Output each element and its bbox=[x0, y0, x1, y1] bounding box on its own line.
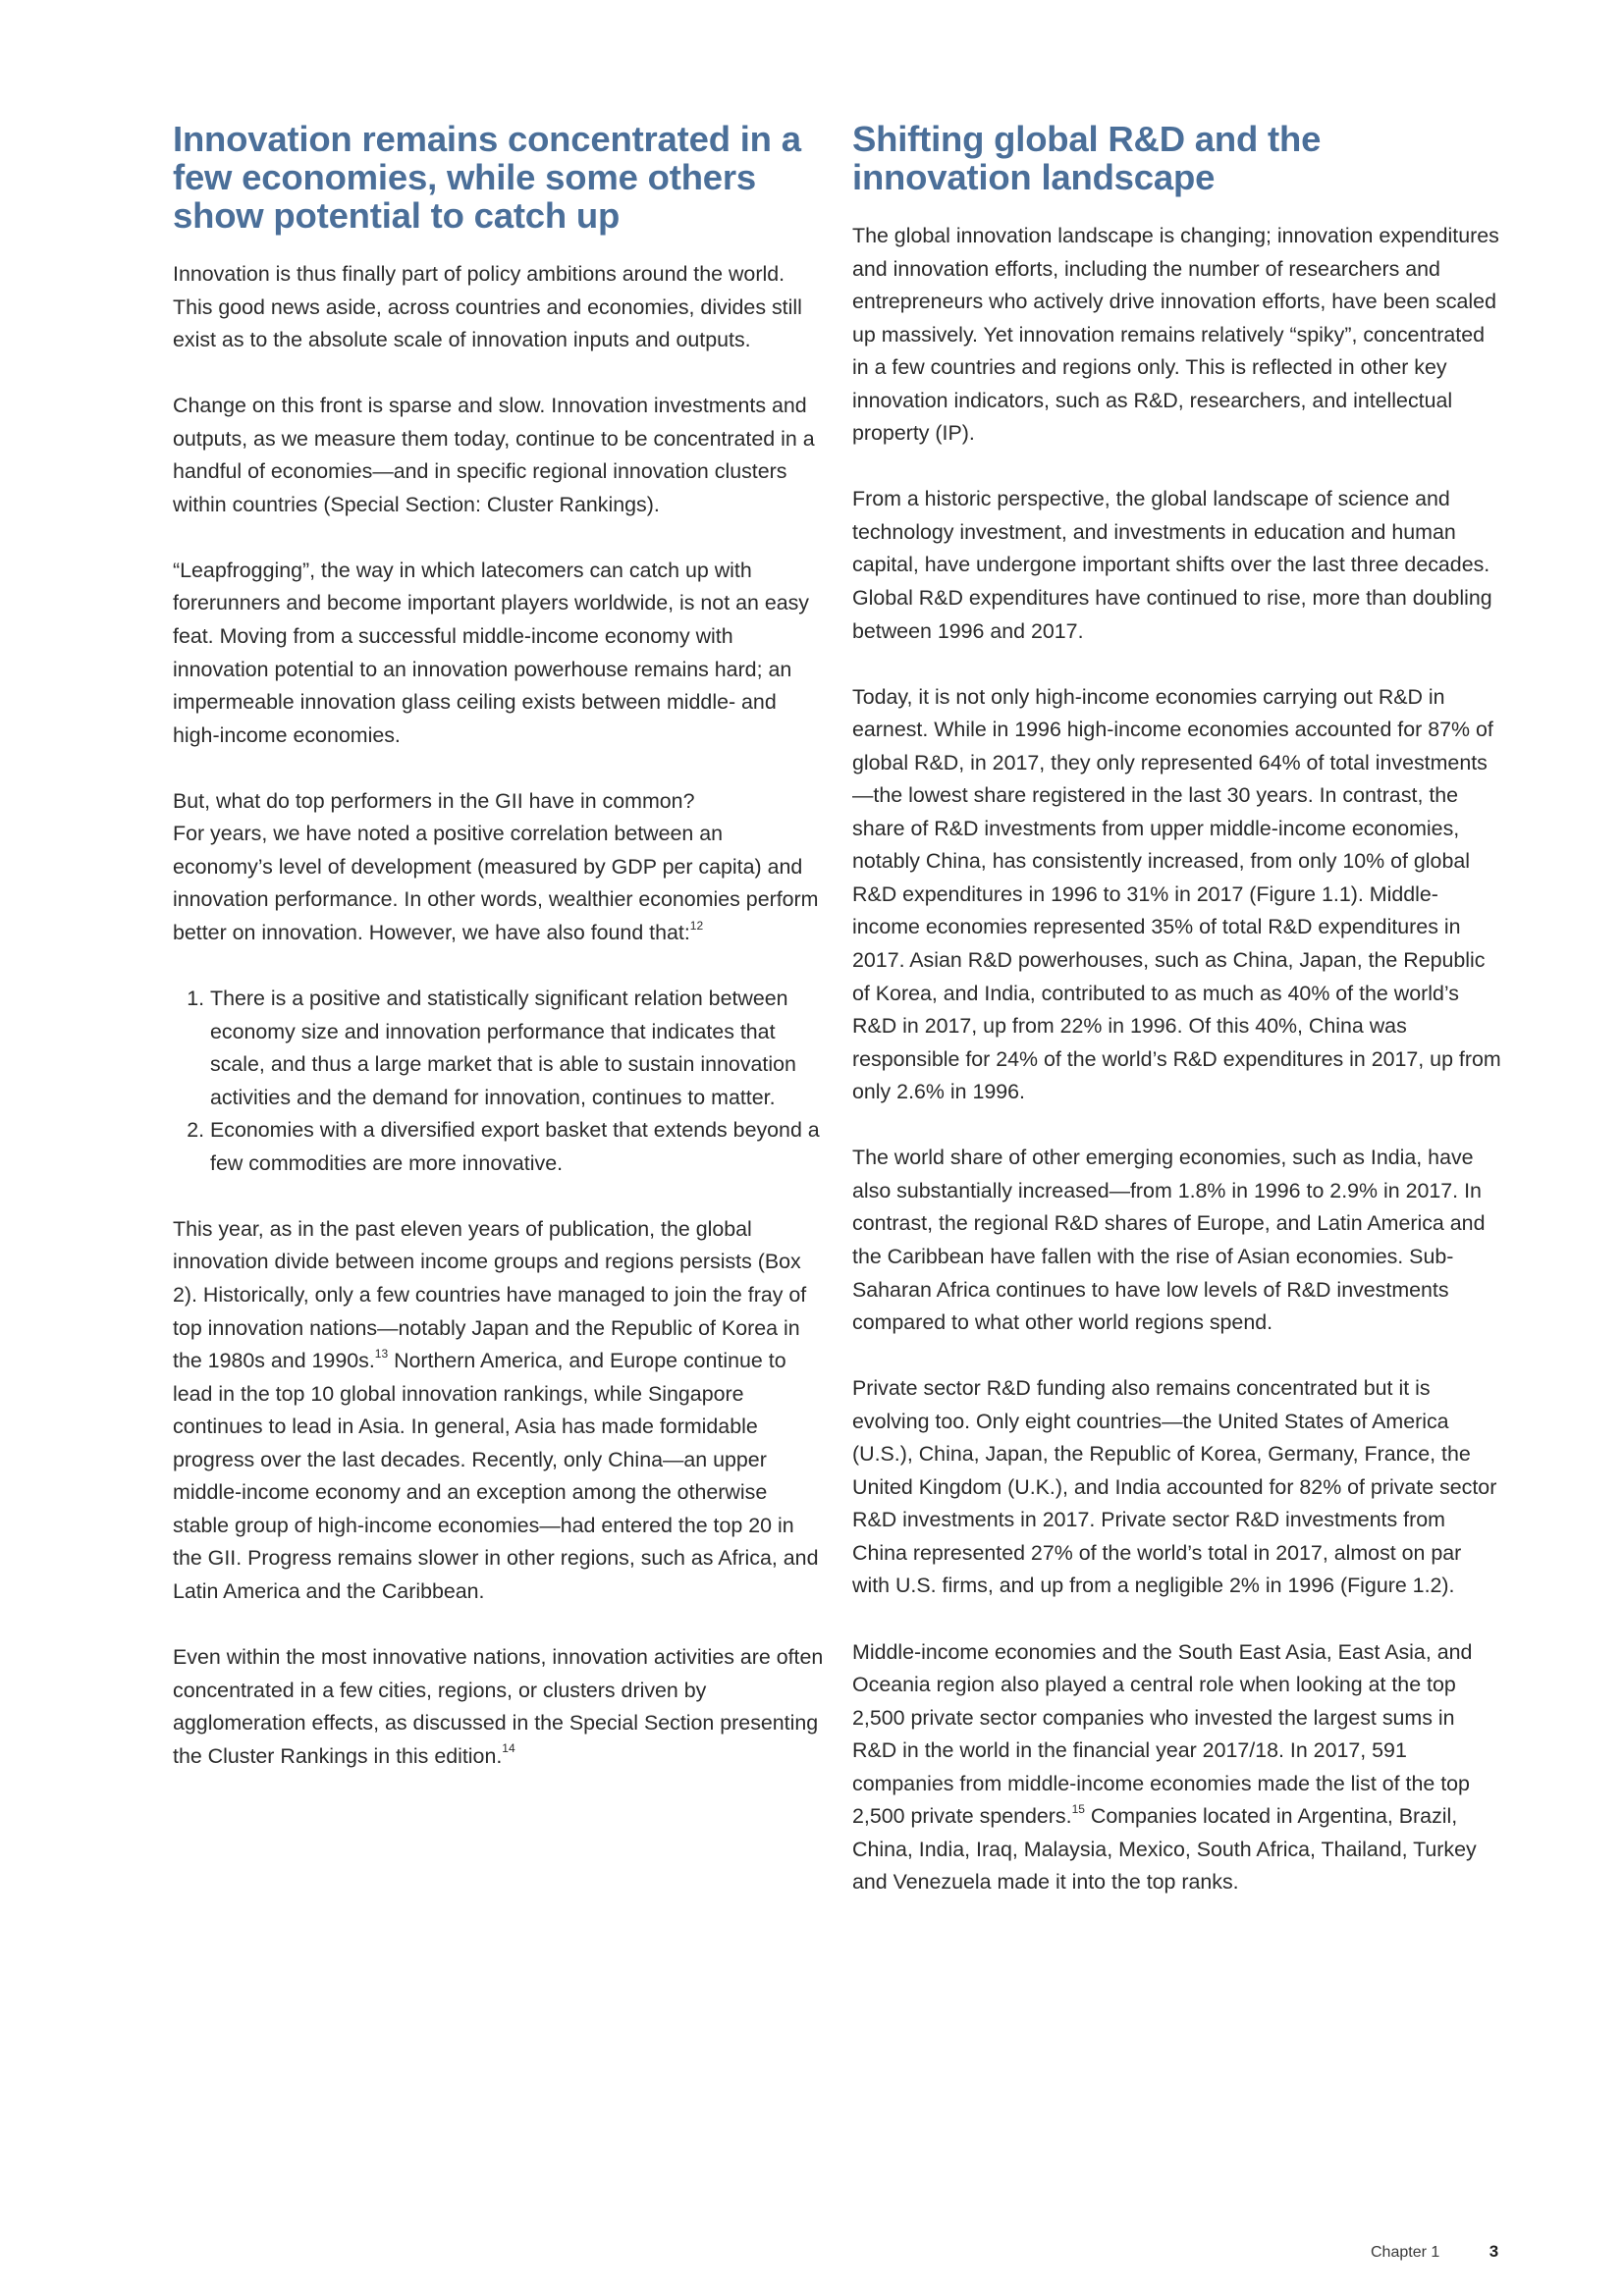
paragraph bbox=[173, 1213, 825, 1609]
paragraph-text: Middle-income economies and the South East Asia, East Asia, and Oceania region also played a central role when looking at the top 2,500 private sector companies who invested the largest sums in R&D in the world in the financial year 2017/18. In 2017, 591 companies from middle-income economies made the list of the top 2,500 private spenders. bbox=[852, 1639, 1473, 1829]
paragraph: From a historic perspective, the global landscape of science and technology investment, and investments in education and human capital, have undergone important shifts over the last three decades. Global R&D expenditures have continued to rise, more than doubling between 1996 and 2017. bbox=[852, 487, 1492, 643]
paragraph: Private sector R&D funding also remains concentrated but it is evolving too. Only eight countries—the United States of America (U.S.), China, Japan, the Republic of Korea, Germany, France, the United Kingdom (U.K.), and India accounted for 82% of private sector R&D investments in 2017. Private sector R&D investments from China represented 27% of the world’s total in 2017, almost on par with U.S. firms, and up from a negligible 2% in 1996 (Figure 1.2). bbox=[852, 1376, 1497, 1598]
paragraph: The world share of other emerging economies, such as India, have also substantially increased—from 1.8% in 1996 to 2.9% in 2017. In contrast, the regional R&D shares of Europe, and Latin America and the Caribbean have fallen with the rise of Asian economies. Sub-Saharan Africa continues to have low levels of R&D investments compared to what other world regions spend. bbox=[852, 1146, 1486, 1335]
paragraph bbox=[173, 390, 825, 521]
left-column bbox=[173, 120, 825, 1806]
paragraph-text: But, what do top performers in the GII have in common? bbox=[173, 788, 695, 813]
footnote-ref: 12 bbox=[689, 918, 704, 933]
paragraph bbox=[852, 1636, 1504, 1899]
list-item: 1. There is a positive and statistically significant relation between economy size and innovation performance that indicates that scale, and thus a large market that is able to sustain innovation activities and the demand for innovation, continues to matter. bbox=[210, 983, 825, 1114]
numbered-list bbox=[173, 983, 825, 1180]
paragraph: Innovation is thus finally part of policy ambitions around the world. This good news aside, across countries and economies, divides still exist as to the absolute scale of innovation inputs and outputs. bbox=[173, 262, 802, 352]
paragraph: “Leapfrogging”, the way in which latecomers can catch up with forerunners and become important players worldwide, is not an easy feat. Moving from a successful middle-income economy with innovation potential to an innovation powerhouse remains hard; an impermeable innovation glass ceiling exists between middle- and high-income economies. bbox=[173, 558, 809, 747]
paragraph bbox=[173, 1641, 825, 1773]
paragraph-text: For years, we have noted a positive correlation between an economy’s level of development (measured by GDP per capita) and innovation performance. In other words, wealthier economies perform better on innovation. However, we have also found that: bbox=[173, 822, 819, 944]
section-heading-right: Shifting global R&D and the innovation landscape bbox=[852, 119, 1322, 197]
paragraph-text: Change on this front is sparse and slow. Innovation investments and outputs, as we measure them today, continue to be concentrated in a handful of economies—and in specific regional innovation clusters within countries (Special Section: Cluster Rankings). bbox=[173, 394, 815, 516]
page-footer bbox=[1371, 2242, 1498, 2262]
paragraph bbox=[173, 785, 825, 950]
chapter-label: Chapter 1 bbox=[1371, 2244, 1440, 2261]
footnote-ref: 13 bbox=[374, 1346, 389, 1361]
paragraph-text: This year, as in the past eleven years of publication, the global innovation divide between income groups and regions persists (Box 2). Historically, only a few countries have managed to join the fray of top innovation nations—notably Japan and the Republic of Korea in the 1980s and 1990s. bbox=[173, 1216, 807, 1373]
paragraph-text: Northern America, and Europe continue to lead in the top 10 global innovation rankings, while Singapore continues to lead in Asia. In general, Asia has made formidable progress over the last decades. Recently, only China—an upper middle-income economy and an exception among the otherwise stable group of high-income economies—had entered the top 20 in the GII. Progress remains slower in other regions, such as Africa, and Latin America and the Caribbean. bbox=[173, 1349, 819, 1603]
list-item: 2. Economies with a diversified export basket that extends beyond a few commodities are more innovative. bbox=[210, 1114, 825, 1180]
footnote-ref: 15 bbox=[1071, 1802, 1085, 1817]
paragraph: Today, it is not only high-income economies carrying out R&D in earnest. While in 1996 high-income economies accounted for 87% of global R&D, in 2017, they only represented 64% of total investments—the lowest share registered in the last 30 years. In contrast, the share of R&D investments from upper middle-income economies, notably China, has consistently increased, from only 10% of global R&D expenditures in 1996 to 31% in 2017 (Figure 1.1). Middle-income economies represented 35% of total R&D expenditures in 2017. Asian R&D powerhouses, such as China, Japan, the Republic of Korea, and India, contributed to as much as 40% of the world’s R&D in 2017, up from 22% in 1996. Of this 40%, China was responsible for 24% of the world’s R&D expenditures in 2017, up from only 2.6% in 1996. bbox=[852, 684, 1501, 1104]
section-heading-left: Innovation remains concentrated in a few economies, while some others show potential to catch up bbox=[173, 119, 801, 236]
paragraph-text: Even within the most innovative nations, innovation activities are often concentrated in a few cities, regions, or clusters driven by agglomeration effects, as discussed in the Special Section presenting the Cluster Rankings in this edition. bbox=[173, 1644, 824, 1768]
footnote-ref: 14 bbox=[502, 1741, 515, 1756]
page-number: 3 bbox=[1489, 2242, 1499, 2261]
right-column bbox=[852, 120, 1504, 1932]
paragraph: The global innovation landscape is changing; innovation expenditures and innovation efforts, including the number of researchers and entrepreneurs who actively drive innovation efforts, have been scaled up massively. Yet innovation remains relatively “spiky”, concentrated in a few countries and regions only. This is reflected in other key innovation indicators, such as R&D, researchers, and intellectual property (IP). bbox=[852, 224, 1499, 446]
paragraph-text: Companies located in Argentina, Brazil, China, India, Iraq, Malaysia, Mexico, South Africa, Thailand, Turkey and Venezuela made it into the top ranks. bbox=[852, 1804, 1477, 1895]
